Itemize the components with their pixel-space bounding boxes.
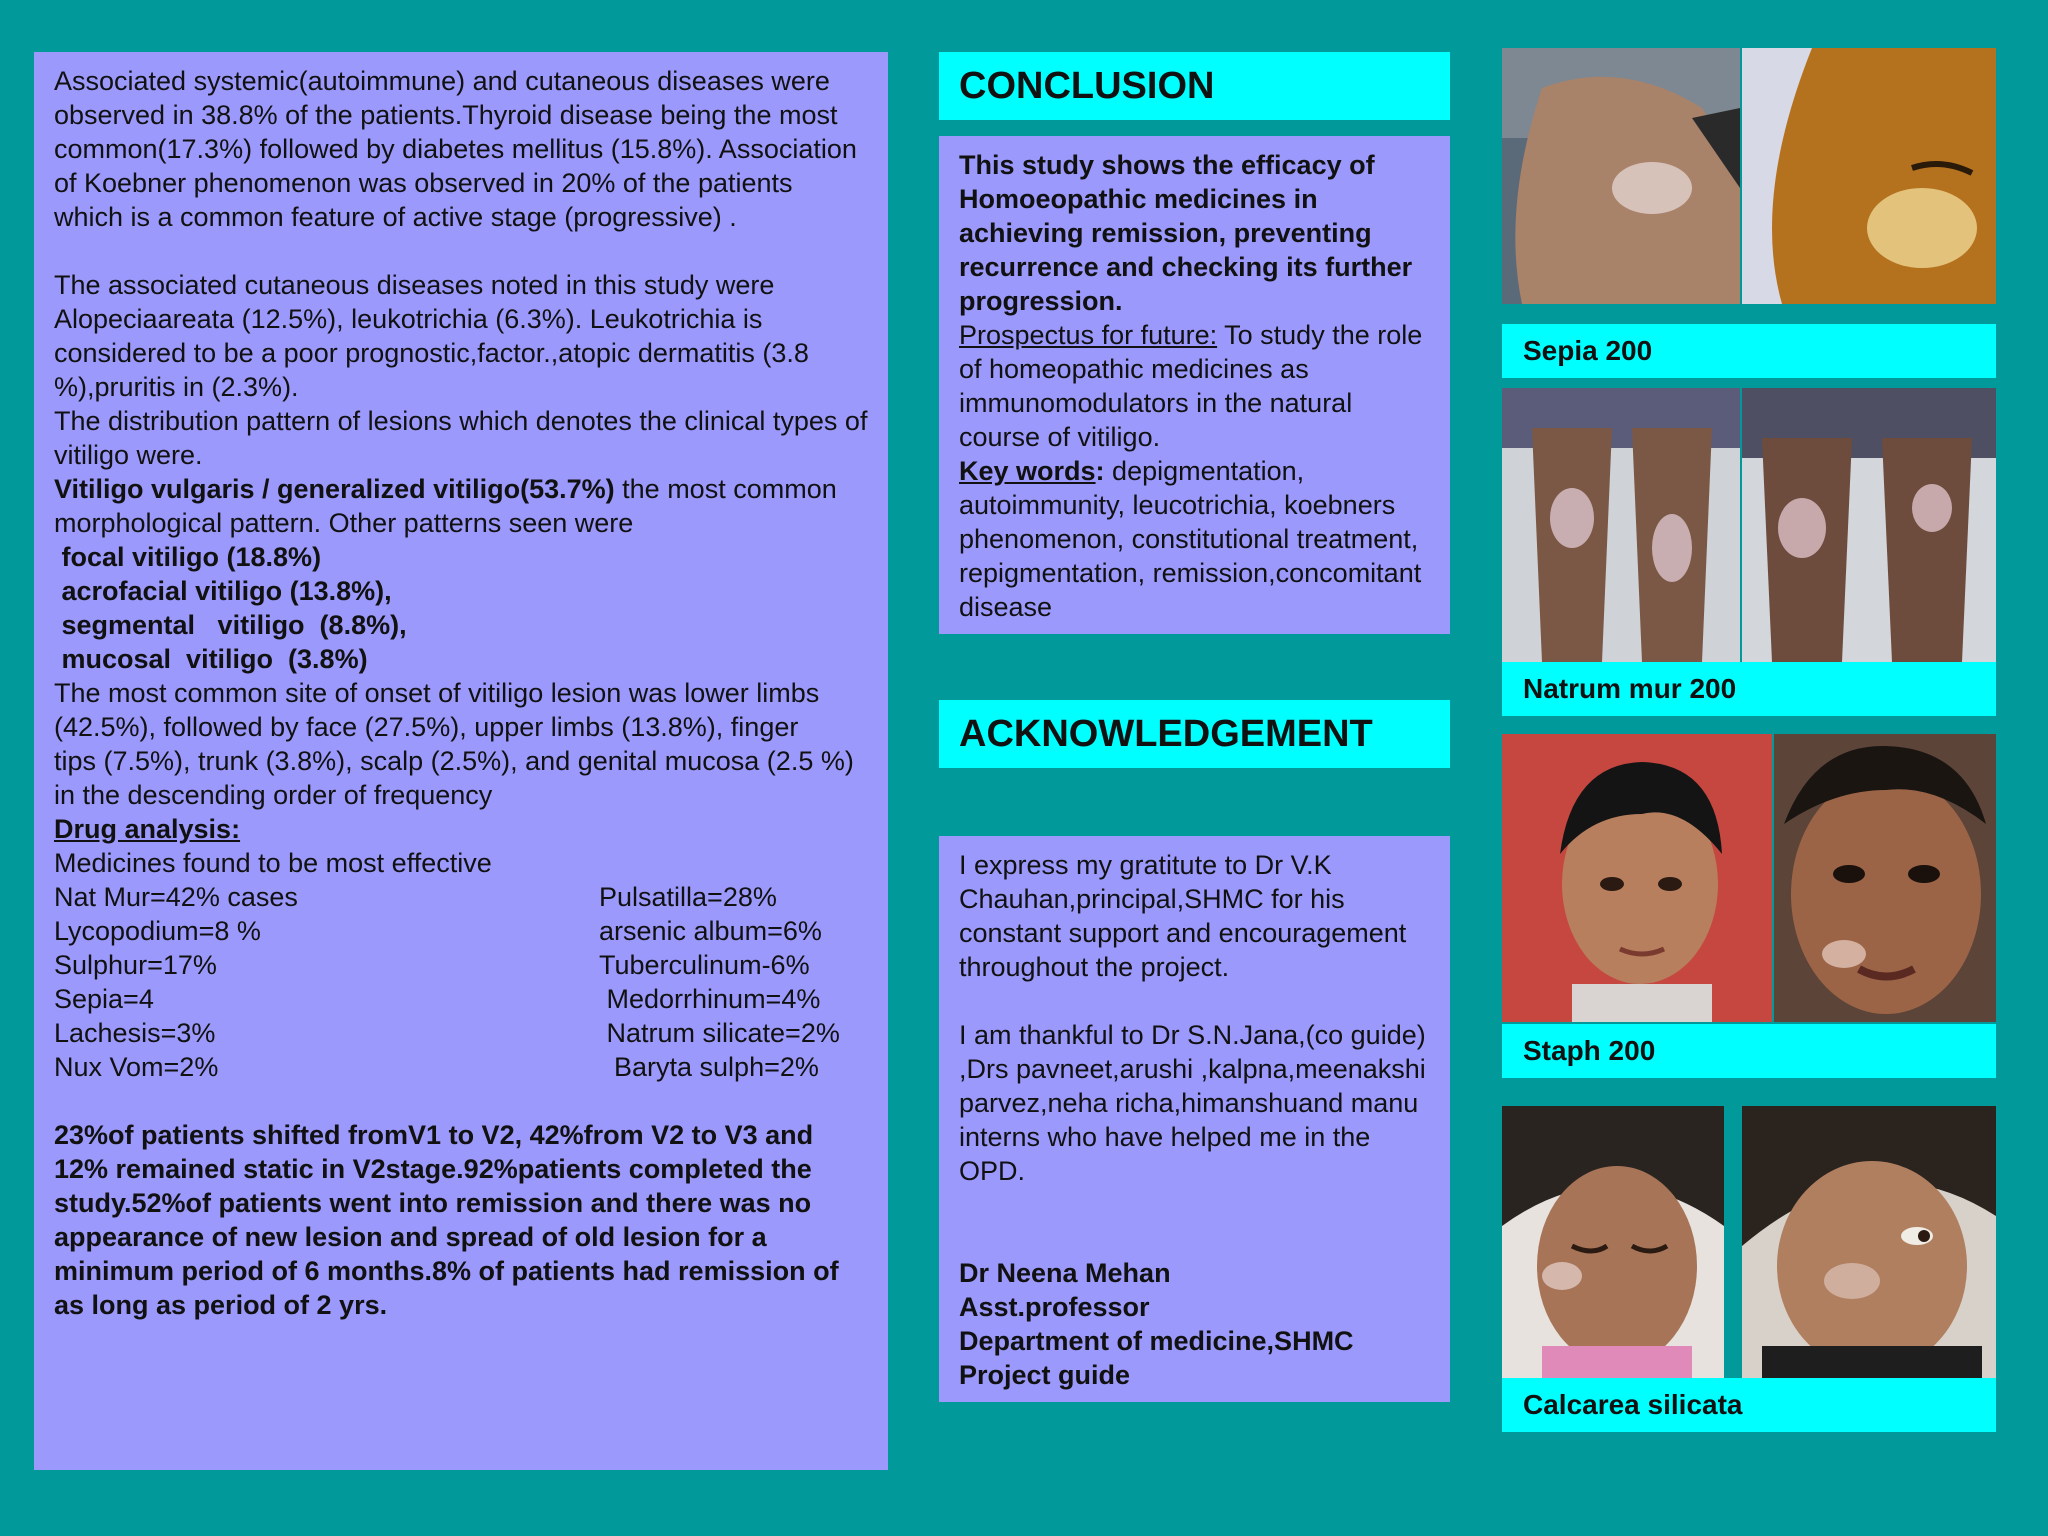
outcome-summary-text: 23%of patients shifted fromV1 to V2, 42%from V2 to V3 and 12% remained static in V2stage.92%patients completed the study.52%of patients went into remission and there was no appearance of new lesion and spread of old lesion for a minimum period of 6 months.8% of patients had remission of as long as period of 2 yrs. [54,1120,839,1320]
drug-item: Baryta sulph=2% [599,1052,819,1082]
pattern-item: focal vitiligo (18.8%) [54,542,322,572]
drug-analysis-heading: Drug analysis: [54,814,241,844]
patient-photo-girl-eyes-closed [1502,1106,1724,1378]
drug-item: Medorrhinum=4% [599,984,821,1014]
drug-item: arsenic album=6% [599,916,822,946]
distribution-text: The distribution pattern of lesions which denotes the clinical types of vitiligo were. [54,406,868,470]
patient-photo-boy-close [1774,734,1996,1022]
onset-site-text: The most common site of onset of vitiligo lesion was lower limbs (42.5%), followed by face (27.5%), upper limbs (13.8%), finger [54,678,820,742]
signature-department: Department of medicine,SHMC [959,1326,1354,1356]
keywords-text [959,454,1430,624]
conclusion-text: This study shows the efficacy of Homoeopathic medicines in achieving remission, preventing recurrence and checking its further progression. [959,150,1413,316]
patient-photo-face-close [1742,48,1996,304]
caption-calcarea-silicata: Calcarea silicata [1502,1378,1996,1432]
drug-item: Sulphur=17% [54,950,217,980]
drug-item: Tuberculinum-6% [599,950,810,980]
pattern-item: segmental vitiligo (8.8%), [54,610,407,640]
associated-diseases-text: Associated systemic(autoimmune) and cutaneous diseases were observed in 38.8% of the patients.Thyroid disease being the most common(17.3%) followed by diabetes mellitus (15.8%). Association of Koebner phenomenon was observed in 20% of the patients which is a common feature of active stage (progressive) . [54,66,857,232]
results-panel [34,52,888,1470]
prospectus-text [959,318,1430,454]
patient-photo-face-side [1502,48,1740,304]
prospectus-label: Prospectus for future: [959,320,1218,350]
signature-role: Project guide [959,1360,1131,1390]
drug-item: Nux Vom=2% [54,1052,219,1082]
patient-photo-girl-side [1742,1106,1996,1378]
drug-list [54,880,868,1084]
drug-intro-text: Medicines found to be most effective [54,848,492,878]
acknowledgement-heading: ACKNOWLEDGEMENT [939,700,1450,768]
caption-sepia: Sepia 200 [1502,324,1996,378]
onset-site-text-continued: tips (7.5%), trunk (3.8%), scalp (2.5%), and genital mucosa (2.5 %) in the descending order of frequency [54,746,854,810]
keywords-label: Key words [959,456,1096,486]
gratitude-text: I express my gratitute to Dr V.K Chauhan,principal,SHMC for his constant support and encouragement throughout the project. [959,850,1407,982]
drug-item: Natrum silicate=2% [599,1018,840,1048]
pattern-item: mucosal vitiligo (3.8%) [54,644,368,674]
drug-item: Lachesis=3% [54,1018,216,1048]
drug-item: Sepia=4 [54,984,154,1014]
conclusion-heading: CONCLUSION [939,52,1450,120]
caption-natrum-mur: Natrum mur 200 [1502,662,1996,716]
conclusion-panel [939,136,1450,634]
signature-name: Dr Neena Mehan [959,1258,1171,1288]
prospectus-body: To study the role of homeopathic medicines as immunomodulators in the natural course of vitiligo. [959,320,1423,452]
keywords-body: depigmentation, autoimmunity, leucotrichia, koebners phenomenon, constitutional treatment, repigmentation, remission,concomitant disease [959,456,1422,622]
caption-staph: Staph 200 [1502,1024,1996,1078]
vitiligo-vulgaris-label: Vitiligo vulgaris / generalized vitiligo(53.7%) [54,474,615,504]
vitiligo-pattern-rest: the most common morphological pattern. Other patterns seen were [54,474,837,538]
thanks-text: I am thankful to Dr S.N.Jana,(co guide) ,Drs pavneet,arushi ,kalpna,meenakshi parvez,neha richa,himanshuand manu interns who have helped me in the OPD. [959,1020,1426,1186]
keywords-colon: : [1095,456,1105,486]
patient-photo-boy-front [1502,734,1772,1022]
signature-title: Asst.professor [959,1292,1150,1322]
vitiligo-pattern-text [54,472,868,540]
patient-photo-legs-back [1742,388,1996,662]
acknowledgement-panel [939,836,1450,1402]
drug-item: Nat Mur=42% cases [54,882,298,912]
cutaneous-diseases-text: The associated cutaneous diseases noted in this study were Alopeciaareata (12.5%), leukotrichia (6.3%). Leukotrichia is considered to be a poor prognostic,factor.,atopic dermatitis (3.8 %),pruritis in (2.3%). [54,270,809,402]
drug-item: Pulsatilla=28% [599,882,777,912]
pattern-item: acrofacial vitiligo (13.8%), [54,576,392,606]
drug-item: Lycopodium=8 % [54,916,261,946]
patient-photo-legs-front [1502,388,1740,662]
